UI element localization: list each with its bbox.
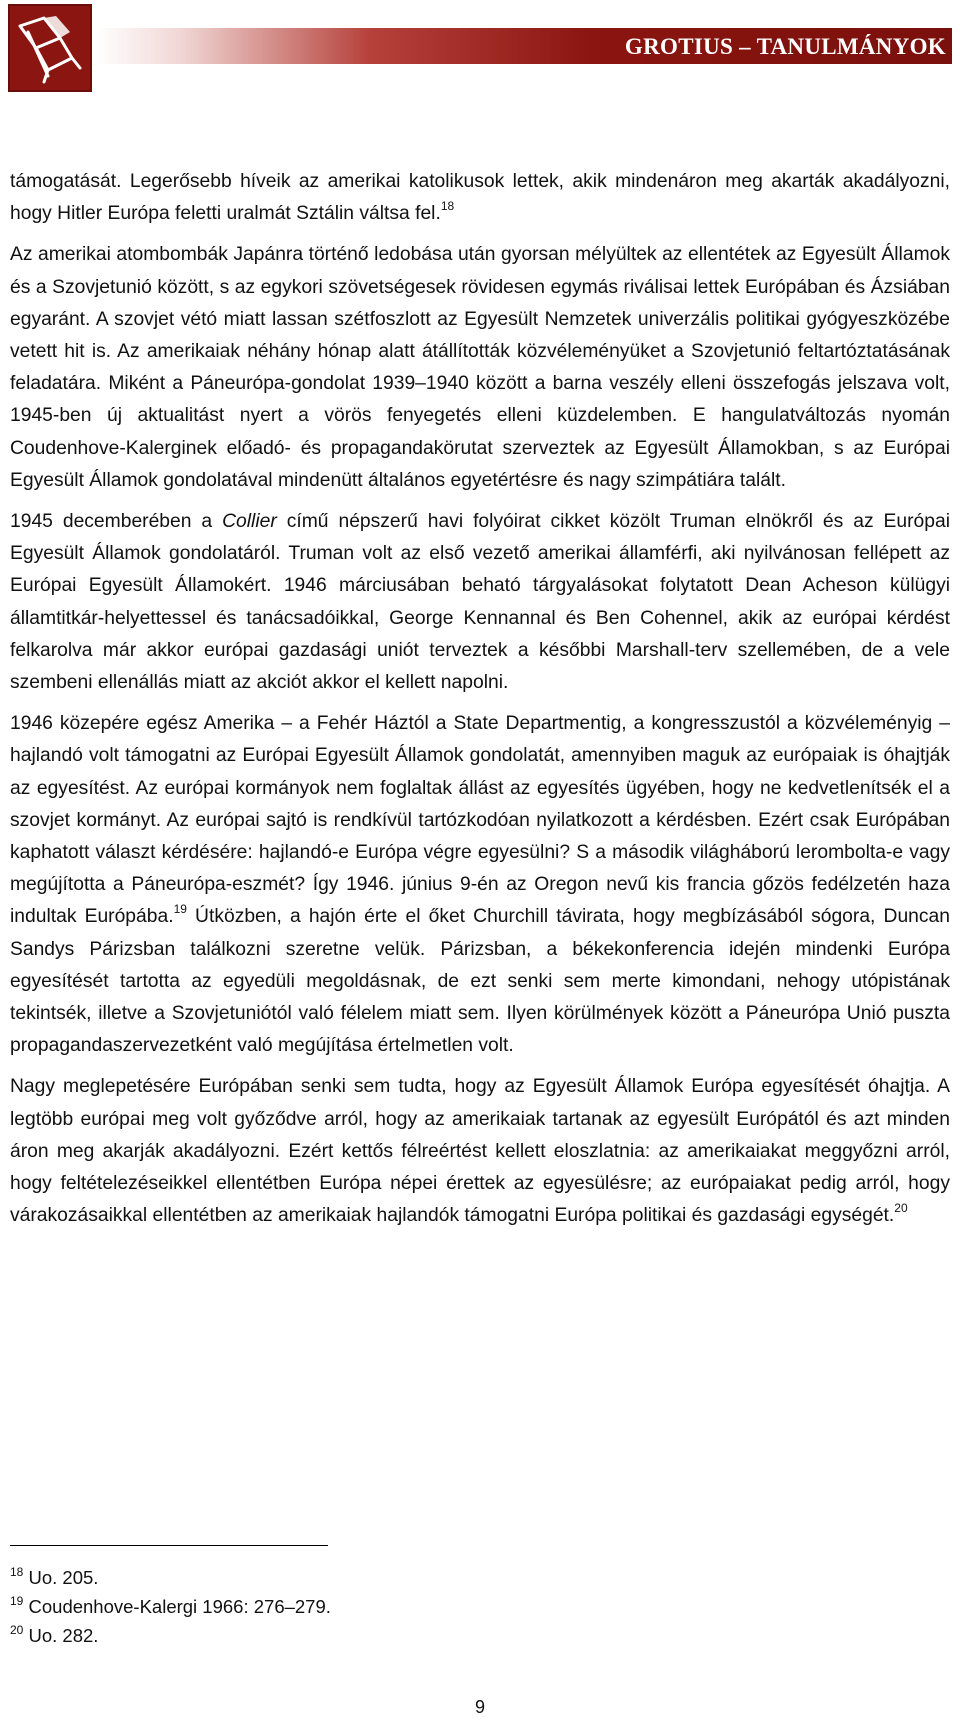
paragraph-3-start: 1945 decemberében a bbox=[10, 511, 223, 533]
paragraph-5-text: Nagy meglepetésére Európában senki sem tudta, hogy az Egyesült Államok Európa egyesítését óhajtja. A legtöbb európai meg volt győződve arról, hogy az amerikaiak tartanak az egyesült Európától és azt minden áron meg akarják akadályozni. Ezért kettős félreértést kellett eloszlatnia: az amerikaiakat meggyőzni arról, hogy feltételezéseikkel ellentétben Európa népei érettek az egyesülésre; az európaiakat pedig arról, hogy várakozásaikkal ellentétben az amerikaiak hajlandók támogatni Európa politikai és gazdasági egységét. bbox=[10, 1076, 950, 1227]
footnote-number: 19 bbox=[10, 1594, 24, 1608]
footnote-item bbox=[10, 1563, 331, 1592]
paragraph-2: Az amerikai atombombák Japánra történő ledobása után gyorsan mélyültek az ellentétek az Egyesült Államok és a Szovjetunió között, s az egykori szövetségesek rövidesen egymás riválisai lettek Európában és Ázsiában egyaránt. A szovjet vétó miatt lassan szétfoszlott az Egyesült Nemzetek univerzális politikai gyógyeszközébe vetett hit is. Az amerikaiak néhány hónap alatt átállították közvéleményüket a Szovjetunió feltartóztatásának feladatára. Miként a Páneurópa-gondolat 1939–1940 között a barna veszély elleni összefogás jelszava volt, 1945-ben új aktualitást nyert a vörös fenyegetés elleni küzdelemben. E hangulatváltozás nyomán Coudenhove-Kalerginek előadó- és propagandakörutat szerveztek az Egyesült Államokban, s az Európai Egyesült Államok gondolatával mindenütt általános egyetértésre és nagy szimpátiára talált. bbox=[10, 244, 950, 491]
footnote-item bbox=[10, 1621, 331, 1650]
footnote-ref-20[interactable]: 20 bbox=[894, 1201, 908, 1216]
footnote-item bbox=[10, 1592, 331, 1621]
paragraph-1 bbox=[10, 166, 950, 230]
paragraph-4 bbox=[10, 708, 950, 1062]
journal-title: GROTIUS – TANULMÁNYOK bbox=[624, 34, 946, 59]
book-logo-icon bbox=[14, 12, 86, 86]
paragraph-3 bbox=[10, 506, 950, 699]
paragraph-4-rest: Útközben, a hajón érte el őket Churchill távirata, hogy megbízásából sógora, Duncan Sandys Párizsban találkozni szeretne velük. Párizsban, a békekonferencia idején mindenki Európa egyesítését tartotta az egyedüli megoldásnak, de ezt senki sem merte kimondani, nehogy utópistának tekintsék, illetve a Szovjetuniótól való félelem miatt sem. Ilyen körülmények között a Páneurópa Unió puszta propagandaszervezetként való megújítása értelmetlen volt. bbox=[10, 906, 950, 1057]
footnote-ref-18[interactable]: 18 bbox=[440, 199, 455, 214]
periodical-title: Collier bbox=[222, 511, 277, 533]
footnote-ref-19[interactable]: 19 bbox=[173, 902, 187, 917]
footnote-text: Uo. 282. bbox=[28, 1625, 99, 1646]
paragraph-1-text: támogatását. Legerősebb híveik az amerikai katolikusok lettek, akik mindenáron meg akarták akadályozni, hogy Hitler Európa feletti uralmát Sztálin váltsa fel. bbox=[10, 171, 950, 225]
publisher-logo bbox=[8, 4, 92, 92]
paragraph-4-start: 1946 közepére egész Amerika – a Fehér Háztól a State Departmentig, a kongresszustól a közvéleményig – hajlandó volt támogatni az Európai Egyesült Államok gondolatát, amennyiben maguk az európaiak is óhajtják az egyesítést. Az európai kormányok nem foglaltak állást az egyesítés ügyében, hogy ne kedvetlenítsék el a szovjet kormányt. Az európai sajtó is rendkívül tartózkodóan nyilatkozott a kérdésben. Ezért csak Európában kaphatott választ kérdésére: hajlandó-e Európa végre egyesülni? S a második világháború lerombolta-e vagy megújította a Páneurópa-eszmét? Így 1946. június 9-én az Oregon nevű kis francia gőzös fedélzetén haza indultak Európába. bbox=[10, 713, 950, 928]
article-body bbox=[10, 166, 950, 1242]
footnote-separator bbox=[10, 1545, 328, 1546]
footnote-number: 20 bbox=[10, 1623, 24, 1637]
paragraph-5 bbox=[10, 1071, 950, 1232]
header-band bbox=[96, 28, 952, 64]
footnote-text: Uo. 205. bbox=[28, 1567, 99, 1588]
paragraph-3-rest: című népszerű havi folyóirat cikket közölt Truman elnökről és az Európai Egyesült Államok gondolatáról. Truman volt az első vezető amerikai államférfi, aki nyilvánosan fellépett az Európai Egyesült Államokért. 1946 márciusában beható tárgyalásokat folytatott Dean Acheson külügyi államtitkár-helyettessel és tanácsadóikkal, George Kennannal és Ben Cohennel, akik az európai kérdést felkarolva már akkor európai gazdasági uniót terveztek a későbbi Marshall-terv szellemében, de a vele szembeni ellenállás miatt az akciót akkor el kellett napolni. bbox=[10, 511, 951, 694]
page-number: 9 bbox=[474, 1697, 485, 1717]
footnote-text: Coudenhove-Kalergi 1966: 276–279. bbox=[28, 1596, 331, 1617]
footnote-number: 18 bbox=[10, 1565, 24, 1579]
footnotes bbox=[10, 1563, 331, 1650]
page-header bbox=[8, 4, 952, 92]
